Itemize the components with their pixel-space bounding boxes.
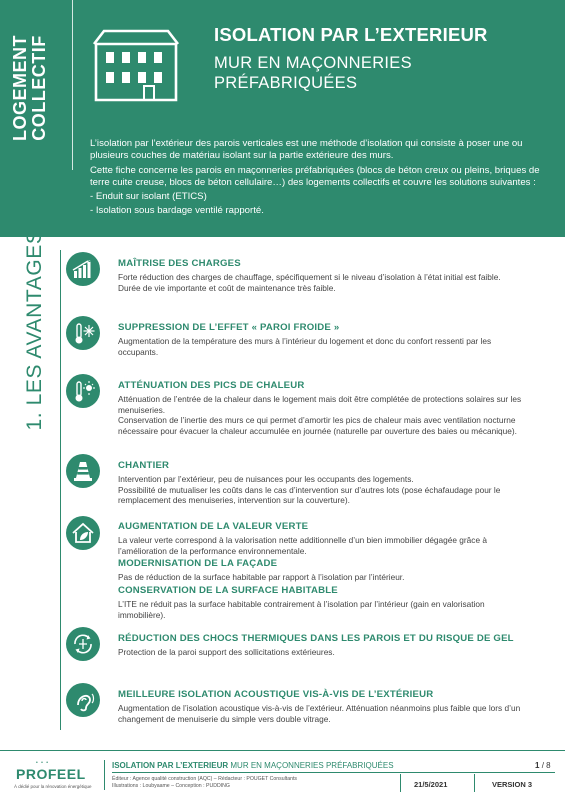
footer-version: VERSION 3	[492, 780, 533, 789]
logo-name: PROFEEL	[16, 766, 86, 782]
advantage-text: Forte réduction des charges de chauffage, spécifiquement si le niveau d’isolation à l’état initial est faible.	[118, 272, 501, 282]
page-total: / 8	[541, 761, 551, 770]
footer-vertical-divider	[400, 774, 401, 792]
advantage-item	[118, 322, 528, 357]
traffic-cone-icon	[66, 454, 100, 488]
advantage-title: MEILLEURE ISOLATION ACOUSTIQUE VIS-À-VIS DE L’EXTÉRIEUR	[118, 689, 434, 700]
page-number	[535, 761, 551, 770]
header-band	[0, 0, 565, 237]
advantage-title: ATTÉNUATION DES PICS DE CHALEUR	[118, 380, 305, 391]
advantage-title: AUGMENTATION DE LA VALEUR VERTE	[118, 521, 309, 532]
credits-line: Illustrations : Loubyaame – Conception : PUDDING	[112, 783, 230, 789]
advantage-item	[118, 633, 528, 658]
footer-date: 21/5/2021	[414, 780, 448, 789]
advantage-item	[118, 380, 528, 436]
profeel-logo	[8, 760, 100, 794]
advantage-text: Possibilité de mutualiser les coûts dans le cas d’intervention sur d’autres lots (pose échafaudage pour le remplacement des menuiseries, intervention sur la couverture).	[118, 484, 501, 506]
advantage-text: Atténuation de l’entrée de la chaleur dans le logement mais doit être complétée de protections solaires sur les menuiseries.	[118, 394, 522, 415]
svg-text:€: €	[87, 260, 91, 267]
header-divider	[72, 0, 73, 170]
logo-dots: • • •	[36, 760, 50, 766]
advantage-text: Durée de vie importante et coût de maintenance très faible.	[118, 282, 336, 293]
intro-paragraph: Cette fiche concerne les parois en maçonneries préfabriquées (blocs de béton creux ou pleins, briques de terre cuite creuse, blocs de béton cellulaire…) des logements collectifs et couvre les solutions suivantes :	[90, 164, 540, 188]
thermal-shock-icon	[66, 627, 100, 661]
green-house-icon	[66, 516, 100, 550]
advantage-title: CHANTIER	[118, 460, 170, 471]
advantage-text: Intervention par l’extérieur, peu de nuisances pour les occupants des logements.	[118, 474, 414, 484]
advantage-item	[118, 460, 528, 506]
page-title: ISOLATION PAR L’EXTERIEUR	[214, 24, 488, 45]
footer-vertical-divider	[474, 774, 475, 792]
advantage-text: Conservation de l’inertie des murs ce qui permet d’amortir les pics de chaleur mais avec ventilation nocturne nécessaire pour évacuer la chaleur accumulée en journée (naturelle par ouverture des baies ou mécanique).	[118, 415, 517, 436]
credits-line: Éditeur : Agence qualité construction (AQC) – Rédacteur : POUGET Consultants	[112, 776, 298, 782]
advantage-item	[118, 689, 528, 724]
logo-tagline: À dédié pour la rénovation énergétique	[14, 784, 92, 789]
intro-bullet: - Isolation sous bardage ventilé rapporté.	[90, 205, 264, 217]
advantage-title: MAÎTRISE DES CHARGES	[118, 258, 241, 269]
advantage-text: L’ITE ne réduit pas la surface habitable contrairement à l’isolation par l’intérieur (gain en valorisation immobilière).	[118, 599, 485, 620]
advantage-text: Pas de réduction de la surface habitable par rapport à l’isolation par l’intérieur.	[118, 572, 405, 582]
advantage-title: MODERNISATION DE LA FAÇADE	[118, 558, 278, 569]
footer-rule	[112, 772, 555, 773]
footer-title-bold: ISOLATION PAR L’EXTERIEUR	[112, 761, 229, 770]
thermometer-snowflake-icon	[66, 316, 100, 350]
advantage-item	[118, 558, 528, 583]
advantage-title: RÉDUCTION DES CHOCS THERMIQUES DANS LES PAROIS ET DU RISQUE DE GEL	[118, 633, 514, 644]
intro-block	[90, 138, 552, 219]
advantage-text: Protection de la paroi support des sollicitations extérieures.	[118, 647, 335, 657]
page-current: 1	[535, 761, 540, 770]
advantage-title: CONSERVATION DE LA SURFACE HABITABLE	[118, 585, 338, 596]
footer-title-rest: MUR EN MAÇONNERIES PRÉFABRIQUÉES	[230, 761, 394, 770]
footer-title	[112, 761, 394, 770]
thermometer-sun-icon	[66, 374, 100, 408]
building-icon	[92, 28, 180, 102]
side-label-text: LOGEMENT COLLECTIF	[10, 35, 49, 141]
intro-paragraph: L’isolation par l’extérieur des parois verticales est une méthode d’isolation qui consiste à poser une ou plusieurs couches de matériau isolant sur la partie extérieure des murs.	[90, 138, 523, 162]
footer-credits	[112, 776, 392, 790]
heating-charges-icon	[66, 252, 100, 286]
advantage-text: Augmentation de la température des murs à l’intérieur du logement et donc du confort ressenti par les occupants.	[118, 336, 492, 357]
footer-divider	[0, 750, 565, 751]
section-label: 1. LES AVANTAGES	[23, 229, 46, 431]
advantage-item	[118, 585, 528, 620]
intro-bullet: - Enduit sur isolant (ETICS)	[90, 191, 207, 203]
advantage-text: La valeur verte correspond à la valorisation nette additionnelle d’un bien immobilier dégagée grâce à l’amélioration de la performance environnementale.	[118, 535, 487, 556]
advantage-item	[118, 258, 528, 293]
advantage-text: Augmentation de l’isolation acoustique vis-à-vis de l’extérieur. Atténuation néanmoins plus faible que lors d’un changement de menuiserie du simple vers double vitrage.	[118, 703, 521, 724]
footer-vertical-divider	[104, 760, 105, 790]
page-subtitle: MUR EN MAÇONNERIES PRÉFABRIQUÉES	[214, 54, 412, 92]
section-rule	[60, 250, 61, 730]
ear-icon	[66, 683, 100, 717]
advantage-item	[118, 521, 528, 556]
advantage-title: SUPPRESSION DE L’EFFET « PAROI FROIDE »	[118, 322, 340, 333]
side-label	[0, 0, 60, 237]
